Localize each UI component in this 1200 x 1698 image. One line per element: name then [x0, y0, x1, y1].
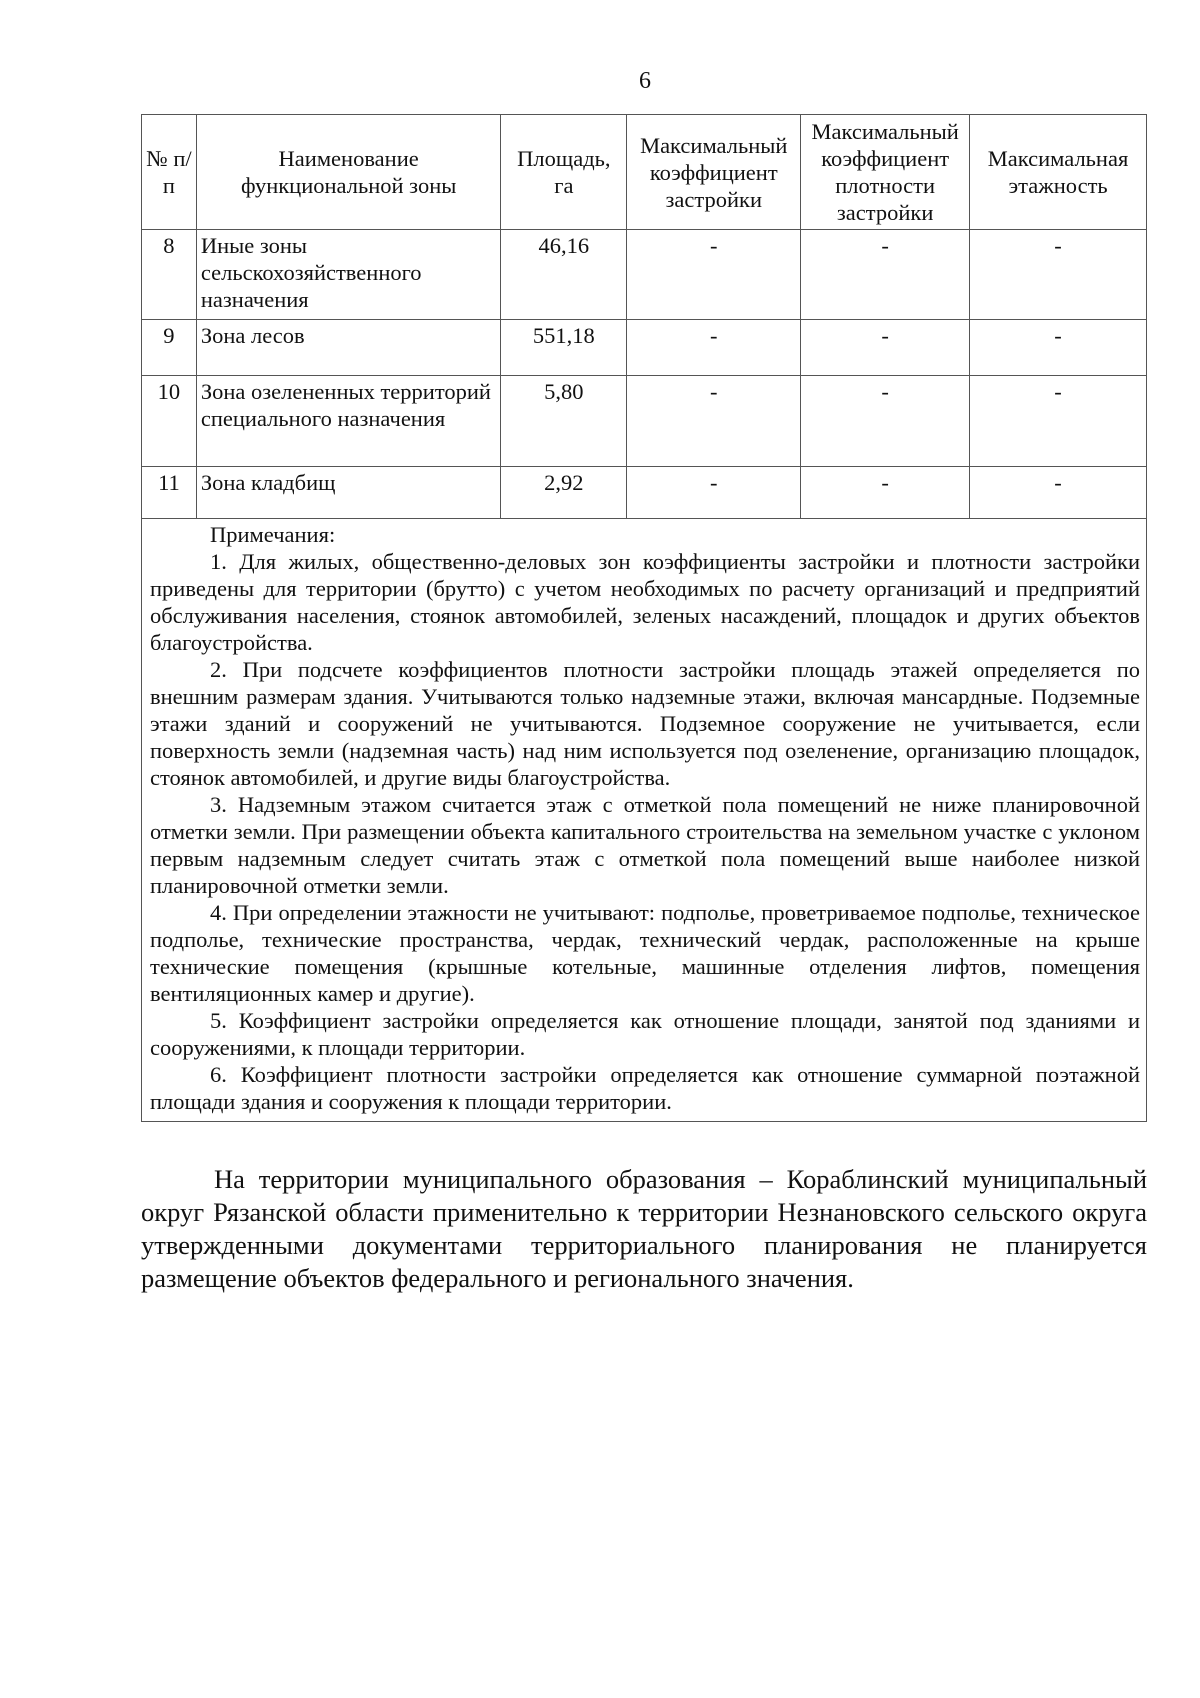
note-item: 4. При определении этажности не учитывают: подполье, проветриваемое подполье, техническое подполье, технические пространства, чердак, технический чердак, расположенные на крыше технические помещения (крышные котельные, машинные отделения лифтов, помещения вентиляционных камер и другие). [150, 900, 1140, 1006]
row-zone-name: Зона лесов [196, 320, 501, 376]
page-number: 6 [639, 68, 651, 94]
notes-cell [142, 519, 1147, 1122]
table-header-row [142, 115, 1147, 230]
notes-row [142, 519, 1147, 1122]
table-row [142, 230, 1147, 320]
row-max-density-coef: - [801, 376, 970, 467]
row-max-density-coef: - [801, 230, 970, 320]
row-max-floors: - [970, 376, 1147, 467]
header-zone-name: Наименование функциональной зоны [196, 115, 501, 230]
row-number: 11 [142, 467, 197, 519]
row-max-build-coef: - [627, 376, 801, 467]
row-area: 5,80 [501, 376, 627, 467]
row-zone-name: Зона озелененных территорий специального назначения [196, 376, 501, 467]
zones-table [141, 114, 1147, 1122]
note-item: 5. Коэффициент застройки определяется как отношение площади, занятой под зданиями и сооружениями, к площади территории. [150, 1008, 1140, 1060]
row-max-floors: - [970, 320, 1147, 376]
row-max-density-coef: - [801, 467, 970, 519]
note-item: 6. Коэффициент плотности застройки определяется как отношение суммарной поэтажной площади здания и сооружения к площади территории. [150, 1062, 1140, 1114]
row-max-build-coef: - [627, 467, 801, 519]
note-item: 3. Надземным этажом считается этаж с отметкой пола помещений не ниже планировочной отметки земли. При размещении объекта капитального строительства на земельном участке с уклоном первым надземным следует считать этаж с отметкой пола помещений выше наиболее низкой планировочной отметки земли. [150, 792, 1140, 898]
table-row [142, 376, 1147, 467]
header-max-density-coef: Максимальный коэффициент плотности застройки [801, 115, 970, 230]
row-number: 10 [142, 376, 197, 467]
header-number: № п/п [142, 115, 197, 230]
row-zone-name: Зона кладбищ [196, 467, 501, 519]
table-row [142, 320, 1147, 376]
header-max-floors: Максимальная этажность [970, 115, 1147, 230]
notes-title: Примечания: [210, 522, 336, 547]
row-max-build-coef: - [627, 320, 801, 376]
header-area: Площадь, га [501, 115, 627, 230]
row-max-floors: - [970, 230, 1147, 320]
note-item: 1. Для жилых, общественно-деловых зон коэффициенты застройки и плотности застройки приведены для территории (брутто) с учетом необходимых по расчету организаций и предприятий обслуживания населения, стоянок автомобилей, зеленых насаждений, площадок и других объектов благоустройства. [150, 549, 1140, 655]
body-paragraph: На территории муниципального образования – Кораблинский муниципальный округ Рязанской области применительно к территории Незнановского сельского округа утвержденными документами территориального планирования не планируется размещение объектов федерального и регионального значения. [141, 1164, 1147, 1293]
row-max-build-coef: - [627, 230, 801, 320]
row-number: 8 [142, 230, 197, 320]
row-max-floors: - [970, 467, 1147, 519]
row-area: 551,18 [501, 320, 627, 376]
row-max-density-coef: - [801, 320, 970, 376]
table-row [142, 467, 1147, 519]
header-max-build-coef: Максимальный коэффициент застройки [627, 115, 801, 230]
row-number: 9 [142, 320, 197, 376]
row-zone-name: Иные зоны сельскохозяйственного назначения [196, 230, 501, 320]
row-area: 2,92 [501, 467, 627, 519]
note-item: 2. При подсчете коэффициентов плотности застройки площадь этажей определяется по внешним размерам здания. Учитываются только надземные этажи, включая мансардные. Подземные этажи зданий и сооружений не учитываются. Подземное сооружение не учитывается, если поверхность земли (надземная часть) над ним используется под озеленение, организацию площадок, стоянок автомобилей, и другие виды благоустройства. [150, 657, 1140, 790]
row-area: 46,16 [501, 230, 627, 320]
